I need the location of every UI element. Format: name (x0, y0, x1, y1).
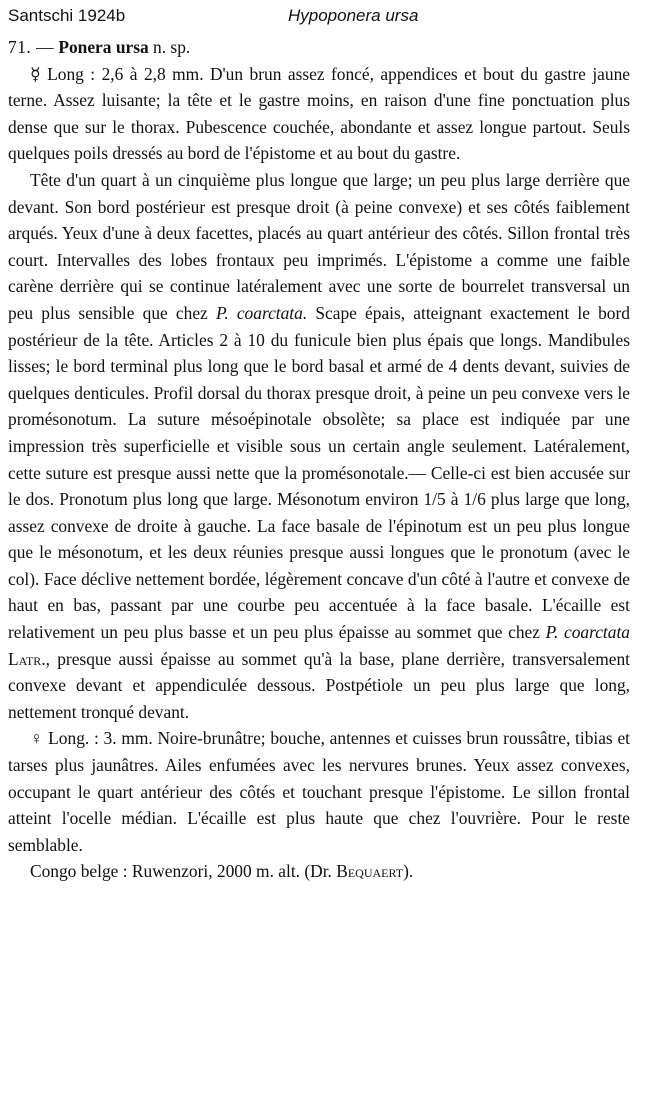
collector-name: Bequaert (336, 861, 404, 882)
locality-line (8, 858, 630, 885)
species-heading (8, 34, 630, 61)
head-thorax-description (8, 167, 630, 725)
locality-text: Congo belge : Ruwenzori, 2000 m. alt. (Dr. (30, 861, 332, 882)
head-text-part3: , presque aussi épaisse au sommet qu'à la base, plane derrière, transversalement convexe devant et appendiculée dessous. Postpétiole un peu plus large que long, nettement tronqué devant. (8, 648, 630, 722)
species-ref-2: P. coarctata (545, 622, 630, 643)
page-header (8, 6, 650, 28)
species-name: Ponera ursa (58, 37, 149, 57)
species-number: 71. — (8, 37, 54, 57)
queen-description: ♀ Long. : 3. mm. Noire-brunâtre; bouche, antennes et cuisses brun roussâtre, tibias et tarses plus jaunâtres. Ailes enfumées avec les nervures brunes. Yeux assez convexes, occupant le quart antérieur des côtés et touchant presque l'épistome. Le sillon frontal atteint l'ocelle médian. L'écaille est plus haute que chez l'ouvrière. Pour le reste semblable. (8, 728, 630, 855)
species-status: n. sp. (153, 37, 191, 57)
taxon-name: Hypoponera ursa (288, 6, 419, 25)
locality-close: ). (403, 861, 414, 882)
author-year: Santschi 1924b (8, 6, 126, 25)
worker-description: ☿ Long : 2,6 à 2,8 mm. D'un brun assez foncé, appendices et bout du gastre jaune terne. Assez luisante; la tête et le gastre moins, en raison d'une fine ponctuation plus dense que sur le thorax. Pubescence couchée, abondante et assez longue partout. Seuls quelques poils dressés au bord de l'épistome et au bout du gastre. (8, 63, 630, 164)
head-text-part1: Tête d'un quart à un cinquième plus longue que large; un peu plus large derrière que devant. Son bord postérieur est presque droit (à peine convexe) et ses côtés faiblement arqués. Yeux d'une à deux facettes, placés au quart antérieur des côtés. Sillon frontal très court. Intervalles des lobes frontaux peu imprimés. L'épistome a comme une faible carène derrière qui se continue latéralement avec une sorte de bourrelet transversal un peu plus sensible que chez (8, 169, 630, 323)
head-text-part2: Scape épais, atteignant exactement le bord postérieur de la tête. Articles 2 à 10 du funicule bien plus épais que longs. Mandibules lisses; le bord terminal plus long que le bord basal et armé de 4 dents devant, suivies de quelques denticules. Profil dorsal du thorax presque droit, à peine un peu convexe vers le promésonotum. La suture mésoépinotale obsolète; sa place est indiquée par une impression très superficielle et visible sous un certain angle seulement. Latéralement, cette suture est presque aussi nette que la promésonotale.— Celle-ci est bien accusée sur le dos. Pronotum plus long que large. Mésonotum environ 1/5 à 1/6 plus large que long, assez convexe de droite à gauche. La face basale de l'épinotum est un peu plus longue que le mésonotum, et les deux réunies presque aussi longues que le pronotum (avec le col). Face déclive nettement bordée, légèrement concave d'un côté à l'autre et convexe de haut en bas, passant par une courbe peu accentuée à la face basale. L'écaille est relativement un peu plus basse et un peu plus épaisse au sommet que chez (8, 302, 630, 643)
species-ref-1: P. coarctata. (215, 302, 308, 323)
author-ref: Latr. (8, 648, 46, 669)
document-body (8, 34, 630, 885)
